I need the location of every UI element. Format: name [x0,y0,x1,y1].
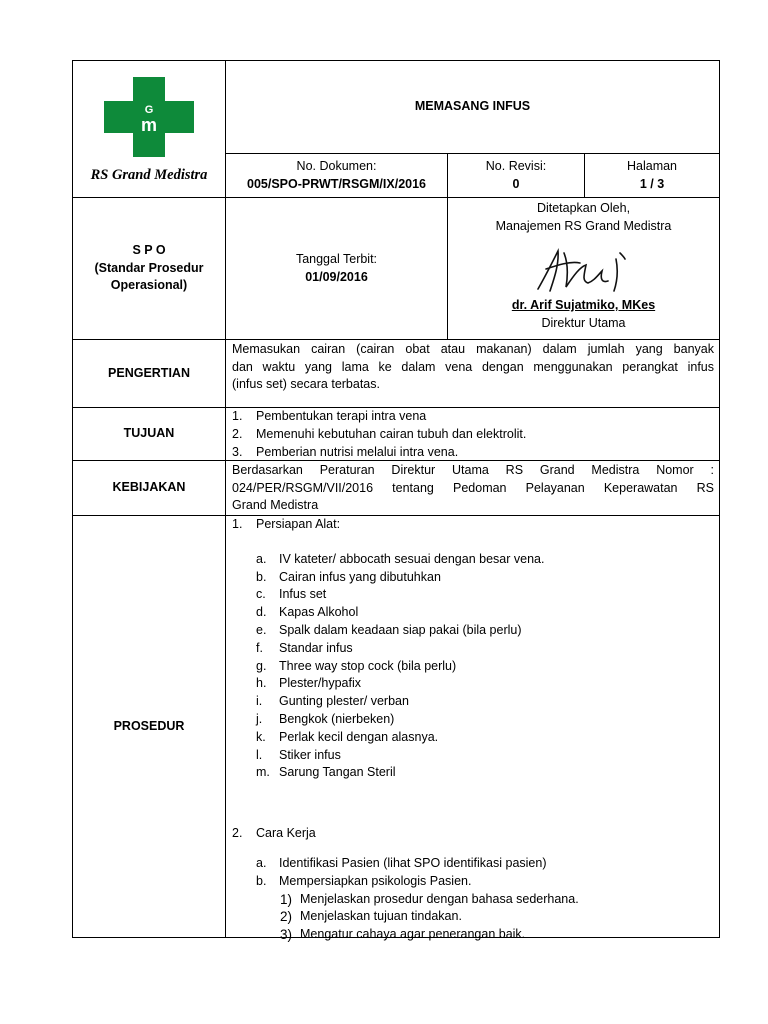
item-letter: c. [256,587,266,602]
item-letter: d. [256,605,267,620]
document-title-cell [225,60,720,154]
item-letter: i. [256,694,263,709]
item-text: Menjelaskan tujuan tindakan. [300,909,462,924]
hospital-name: RS Grand Medistra [90,166,208,183]
item-letter: h. [256,676,267,691]
list-item [256,764,714,782]
item-text: Mempersiapkan psikologis Pasien. [279,873,472,888]
halaman-value: 1 / 3 [639,176,665,191]
item-text: Sarung Tangan Steril [279,765,396,780]
item-number: 2) [280,909,293,925]
item-letter: l. [256,747,263,762]
item-letter: f. [256,640,263,655]
signature-image [524,245,644,297]
spo-label: S P O [132,243,166,258]
list-item [232,825,714,843]
prosedur-step-1 [232,516,714,534]
no-revisi-label: No. Revisi: [485,159,547,173]
signer-title: Direktur Utama [541,315,626,330]
kebijakan-label: KEBIJAKAN [112,480,186,495]
spo-label-line2: (Standar Prosedur [94,260,204,275]
item-letter: m. [256,765,270,780]
item-text: Spalk dalam keadaan siap pakai (bila perlu) [279,622,522,637]
item-text: Kapas Alkohol [279,605,359,620]
tanggal-terbit-cell [225,198,447,340]
list-item [256,604,714,622]
kerja-list [232,855,714,891]
hospital-logo [104,77,194,157]
item-letter: j. [256,711,263,726]
item-letter: b. [256,873,267,888]
list-item [256,551,714,569]
item-text: Bengkok (nierbeken) [279,711,395,726]
list-item [256,569,714,587]
step-number: 2. [232,826,243,841]
list-item [256,675,714,693]
no-dokumen-cell [225,154,447,198]
prosedur-content-cell [225,516,720,943]
item-number: 3) [280,927,293,943]
list-item [256,622,714,640]
tanggal-terbit-value: 01/09/2016 [305,269,368,284]
document-title: MEMASANG INFUS [414,99,531,114]
item-text: Memenuhi kebutuhan cairan tubuh dan elektrolit. [256,426,527,441]
list-item [256,873,714,891]
pengertian-line1: Memasukan cairan (cairan obat atau makanan) dalam jumlah yang banyak [232,342,714,356]
tujuan-label-cell [72,408,225,461]
halaman-label: Halaman [626,159,678,173]
item-text: IV kateter/ abbocath sesuai dengan besar vena. [279,551,545,566]
svg-text:m: m [140,114,158,135]
pengertian-line2: dan waktu yang lama ke dalam vena dengan menggunakan perangkat infus [232,359,714,374]
svg-text:G: G [144,103,154,116]
item-text: Pembentukan terapi intra vena [256,409,427,423]
pengertian-content-cell [225,340,720,408]
list-item [232,408,714,426]
step-title: Persiapan Alat: [256,517,341,531]
list-item [256,711,714,729]
list-item [256,586,714,604]
item-letter: a. [256,855,267,870]
item-text: Cairan infus yang dibutuhkan [279,569,441,584]
no-revisi-value: 0 [512,176,520,191]
item-text: Pemberian nutrisi melalui intra vena. [256,444,459,459]
pengertian-label: PENGERTIAN [108,365,190,380]
list-item [256,640,714,658]
item-text: Plester/hypafix [279,676,361,691]
no-dokumen-value: 005/SPO-PRWT/RSGM/IX/2016 [247,176,426,191]
prosedur-label-cell [72,516,225,938]
item-letter: g. [256,658,267,673]
step-title: Cara Kerja [256,826,316,841]
pengertian-line3: (infus set) secara terbatas. [232,377,380,391]
item-text: Perlak kecil dengan alasnya. [279,729,439,744]
ditetapkan-line1: Ditetapkan Oleh, [536,201,631,215]
prosedur-label: PROSEDUR [113,718,185,733]
item-letter: k. [256,729,266,744]
list-item [256,747,714,765]
item-letter: e. [256,622,267,637]
signer-name: dr. Arif Sujatmiko, MKes [511,298,656,312]
list-item [232,516,714,534]
item-text: Standar infus [279,640,353,655]
list-item [232,444,714,462]
list-item [256,729,714,747]
item-text: Infus set [279,587,327,602]
list-item [256,855,714,873]
no-revisi-cell [447,154,584,198]
step-number: 1. [232,517,243,531]
item-number: 3. [232,444,243,459]
spo-label-line3: Operasional) [110,278,188,293]
pengertian-label-cell [72,340,225,408]
ditetapkan-cell [447,198,720,340]
list-item [280,891,714,909]
item-letter: b. [256,569,267,584]
halaman-cell [584,154,720,198]
kebijakan-content-cell [225,461,720,516]
tujuan-content-cell [225,408,720,461]
alat-list [232,551,714,782]
list-item [256,693,714,711]
item-number: 1. [232,409,243,423]
list-item [280,926,714,944]
kebijakan-line2: 024/PER/RSGM/VII/2016 tentang Pedoman Pelayanan Keperawatan RS [232,480,714,495]
prosedur-step-2 [232,825,714,843]
item-number: 2. [232,426,243,441]
kebijakan-label-cell [72,461,225,516]
list-item [256,658,714,676]
tujuan-list [232,408,714,461]
item-letter: a. [256,551,267,566]
item-text: Identifikasi Pasien (lihat SPO identifikasi pasien) [279,855,547,870]
list-item [232,426,714,444]
list-item [280,908,714,926]
item-text: Gunting plester/ verban [279,694,409,709]
ditetapkan-line2: Manajemen RS Grand Medistra [495,218,672,233]
item-text: Mengatur cahaya agar penerangan baik. [300,927,526,942]
kebijakan-line1: Berdasarkan Peraturan Direktur Utama RS Grand Medistra Nomor : [232,463,714,477]
item-text: Stiker infus [279,747,341,762]
kerja-sub-list [232,891,714,944]
item-text: Menjelaskan prosedur dengan bahasa sederhana. [300,891,579,906]
item-text: Three way stop cock (bila perlu) [279,658,457,673]
tanggal-terbit-label: Tanggal Terbit: [295,252,378,266]
item-number: 1) [280,891,293,907]
kebijakan-line3: Grand Medistra [232,498,319,512]
tujuan-label: TUJUAN [123,426,175,441]
logo-cell [72,60,225,198]
no-dokumen-label: No. Dokumen: [296,159,377,173]
spo-label-cell [72,198,225,340]
